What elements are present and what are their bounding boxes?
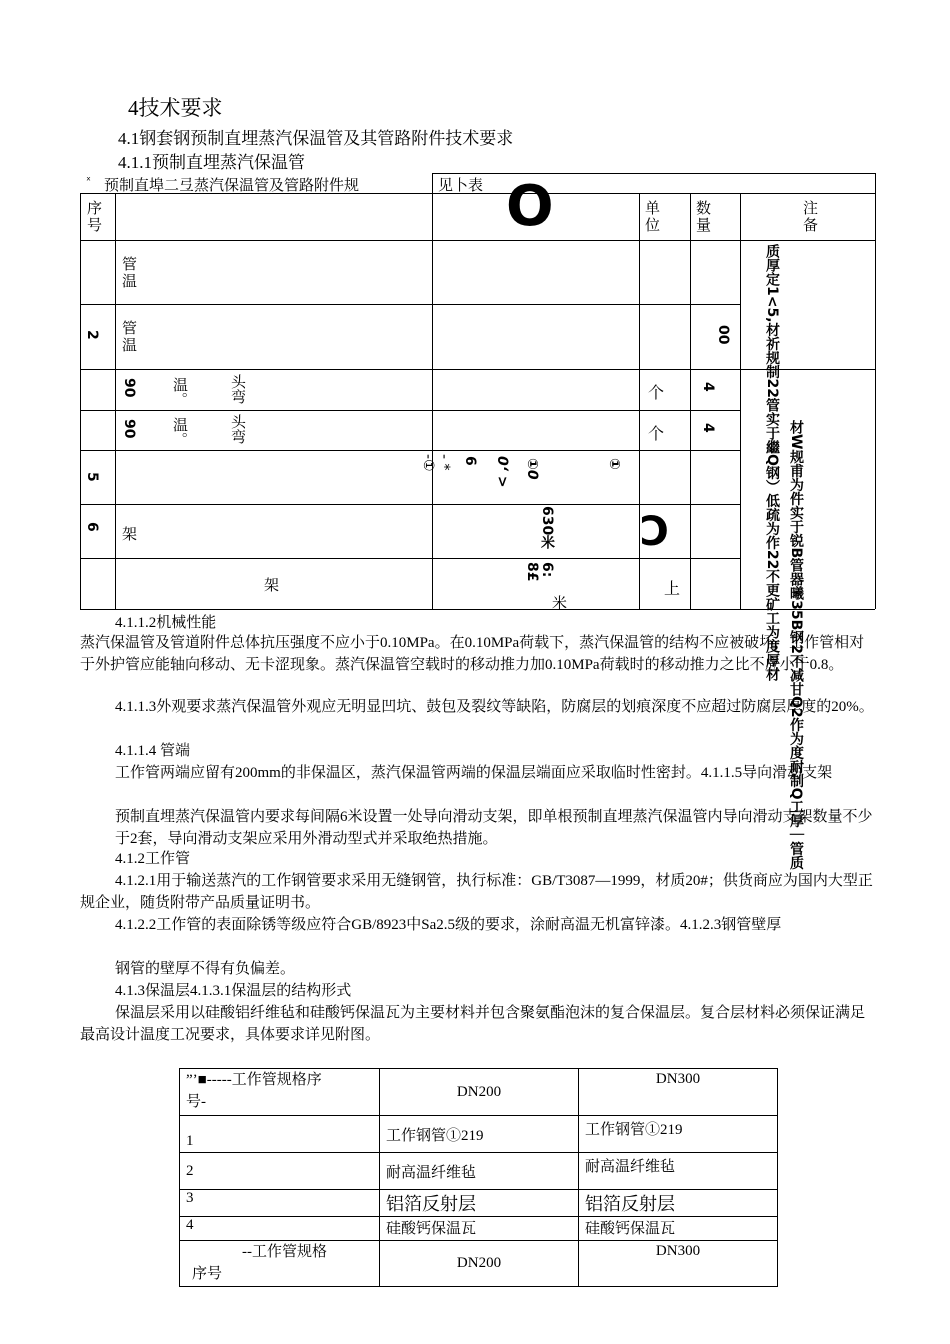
para-surface: 4.1.2.2工作管的表面除锈等级应符合GB/8923中Sa2.5级的要求，涂耐高温无机富锌漆。4.1.2.3钢管壁厚 bbox=[115, 917, 782, 933]
note-b: 材W规甫为件实于锐B管器曦35B钢2不减甘Q2作为度耐制Q工厚｜管质 bbox=[788, 420, 804, 870]
para-work-pipe: 4.1.2.1用于输送蒸汽的工作钢管要求采用无缝钢管，执行标准：GB/T3087—1999，材质20#；供货商应为国内大型正规企业，随货附带产品质量证明书。 bbox=[80, 873, 873, 911]
table1-caption: 预制直埠二弖蒸汽保温管及管路附件规 bbox=[104, 176, 360, 194]
row5-spec-d: ①0 bbox=[524, 458, 540, 480]
para-appearance: 4.1.1.3外观要求蒸汽保温管外观应无明显凹坑、鼓包及裂纹等缺陷，防腐层的划痕深度不应超过防腐层厚度的20%。 bbox=[115, 699, 874, 715]
table1-caption-right: 见卜表 bbox=[438, 176, 484, 194]
row7-name: 架 bbox=[264, 576, 280, 594]
row3-name-c: 头弯 bbox=[229, 374, 247, 404]
table2-col-dn200: DN200 bbox=[380, 1069, 579, 1116]
row5-seq: 5 bbox=[84, 472, 100, 482]
para-pipe-end: 工作管两端应留有200mm的非保温区，蒸汽保温管两端的保温层端面应采取临时性密封。4.1.1.5导向滑动支架 bbox=[115, 765, 833, 781]
row6-unit: Ↄ bbox=[640, 509, 670, 555]
row6-spec: 630米 bbox=[539, 506, 555, 550]
row1-name: 管温 bbox=[122, 255, 138, 290]
table2-cell: 铝箔反射层 bbox=[380, 1190, 579, 1217]
row2-seq: 2 bbox=[84, 330, 100, 340]
row4-qty: 4 bbox=[700, 423, 716, 433]
row5-spec-a: - * -① bbox=[420, 454, 452, 472]
table2-seq-1: 1 bbox=[180, 1116, 380, 1153]
row6-name: 架 bbox=[122, 525, 138, 543]
para-insulation: 保温层采用以硅酸铝纤维毡和硅酸钙保温瓦为主要材料并包含聚氨酯泡沫的复合保温层。复合层材料必须保证满足最高设计温度工况要求，具体要求详见附图。 bbox=[80, 1005, 866, 1043]
row5-spec-b: 6 bbox=[462, 456, 478, 466]
table2-cell: 硅酸钙保温瓦 bbox=[380, 1217, 579, 1241]
insulation-structure-table bbox=[179, 1068, 778, 1287]
table2-seq-3: 3 bbox=[180, 1190, 380, 1217]
table2-header-1: ”’■-----工作管规格序 号- bbox=[180, 1069, 380, 1116]
note-a: 质厚定1<5,材祈规制22管实于繼Q钢）低疏为作22不更矿工为度厚材 bbox=[764, 244, 780, 682]
row5-spec-c: 0‘ > bbox=[494, 456, 510, 488]
table2-cell: 硅酸钙保温瓦 bbox=[579, 1217, 778, 1241]
table2-col-dn300: DN300 bbox=[579, 1069, 778, 1116]
row7-spec-c: 米 bbox=[552, 594, 568, 612]
row7-spec-b: 6: bbox=[539, 562, 555, 578]
para-mechanical-heading: 4.1.1.2机械性能 bbox=[115, 615, 217, 631]
table2-cell: 铝箔反射层 bbox=[579, 1190, 778, 1217]
table2-header-2: --工作管规格 序号 bbox=[180, 1241, 380, 1287]
para-mechanical: 蒸汽保温管及管道附件总体抗压强度不应小于0.10MPa。在0.10MPa荷载下，蒸汽保温管的结构不应被破坏，工作管相对于外护管应能轴向移动、无卡涩现象。蒸汽保温管空载时的移动推力加0.10MPa荷载时的移动推力之比不应小于0.8。 bbox=[80, 635, 865, 673]
table2-cell: 耐高温纤维毡 bbox=[579, 1153, 778, 1190]
row7-spec-a: 8£ bbox=[524, 562, 540, 582]
para-pipe-end-heading: 4.1.1.4 管端 bbox=[115, 743, 191, 759]
row4-name-a: 90 bbox=[121, 419, 137, 439]
table2-col-dn300-b: DN300 bbox=[579, 1241, 778, 1287]
header-qty: 数量 bbox=[696, 199, 712, 234]
row4-name-c: 头弯 bbox=[229, 414, 247, 444]
row3-name-a: 90 bbox=[121, 378, 137, 398]
table2-seq-4: 4 bbox=[180, 1217, 380, 1241]
section-heading-4-1: 4.1钢套钢预制直埋蒸汽保温管及其管路附件技术要求 bbox=[118, 129, 514, 148]
para-insulation-heading: 4.1.3保温层4.1.3.1保温层的结构形式 bbox=[115, 983, 352, 999]
caption-mark: ˣ bbox=[86, 174, 91, 187]
row3-name-b: 温。 bbox=[171, 377, 189, 407]
row3-qty: 4 bbox=[700, 382, 716, 392]
circle-symbol: O bbox=[506, 174, 554, 239]
row7-unit: 上 bbox=[664, 579, 681, 598]
table2-seq-2: 2 bbox=[180, 1153, 380, 1190]
section-heading-4: 4技术要求 bbox=[128, 96, 223, 120]
table2-cell: 耐高温纤维毡 bbox=[380, 1153, 579, 1190]
table2-col-dn200-b: DN200 bbox=[380, 1241, 579, 1287]
para-work-pipe-heading: 4.1.2工作管 bbox=[115, 851, 191, 867]
row3-unit: 个 bbox=[648, 383, 665, 402]
header-unit: 单位 bbox=[645, 199, 661, 234]
table2-cell: 工作钢管①219 bbox=[380, 1116, 579, 1153]
section-heading-4-1-1: 4.1.1预制直埋蒸汽保温管 bbox=[118, 153, 305, 172]
row5-spec-e: ① bbox=[606, 458, 622, 470]
row6-seq: 6 bbox=[84, 522, 100, 532]
row4-name-b: 温。 bbox=[171, 417, 189, 447]
row2-name: 管温 bbox=[122, 319, 138, 354]
row2-qty: 00 bbox=[715, 325, 731, 345]
header-seq: 序号 bbox=[87, 199, 103, 234]
para-guide-support: 预制直埋蒸汽保温管内要求每间隔6米设置一处导向滑动支架，即单根预制直埋蒸汽保温管内导向滑动支架数量不少于2套，导向滑动支架应采用外滑动型式并采取绝热措施。 bbox=[115, 809, 873, 847]
header-note: 注备 bbox=[803, 199, 819, 234]
para-wall-thickness: 钢管的壁厚不得有负偏差。 bbox=[115, 961, 296, 977]
row4-unit: 个 bbox=[648, 424, 665, 443]
table2-cell: 工作钢管①219 bbox=[579, 1116, 778, 1153]
